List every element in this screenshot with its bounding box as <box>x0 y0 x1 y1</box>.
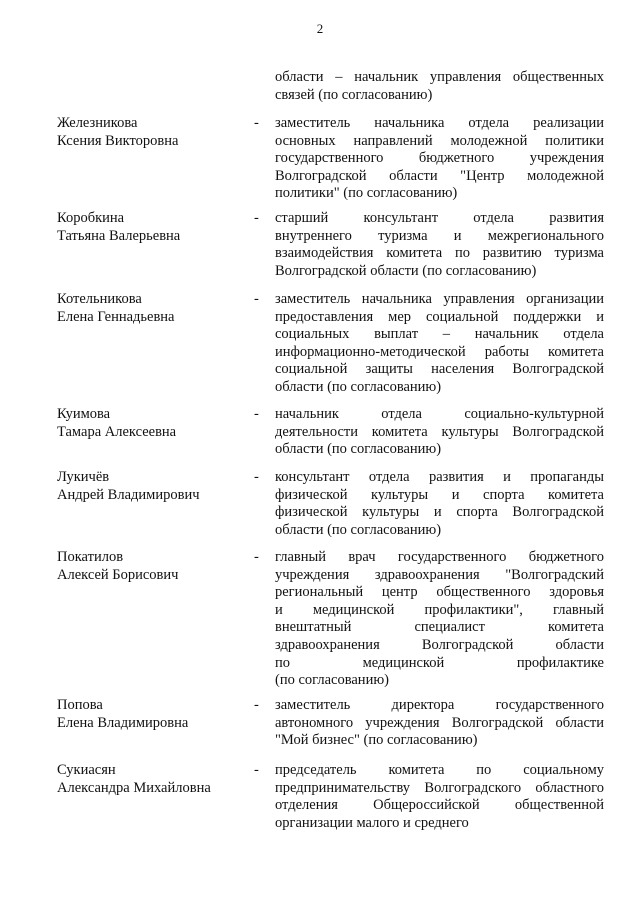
position-line: заместитель директора государственного <box>275 697 604 713</box>
member-surname: Коробкина <box>57 210 125 226</box>
position-line: предоставления мер социальной поддержки и <box>275 308 604 325</box>
member-position <box>275 115 604 203</box>
position-line: физической культуры и спорта Волгоградской <box>275 504 604 521</box>
position-line: старший консультант отдела развития <box>275 210 604 226</box>
member-given-names: Тамара Алексеевна <box>57 423 177 440</box>
member-surname: Куимова <box>57 406 111 422</box>
position-line: учреждения здравоохранения "Волгоградский <box>275 566 604 583</box>
position-line: политики" (по согласованию) <box>275 185 458 202</box>
member-surname: Покатилов <box>57 549 124 565</box>
position-line: автономного учреждения Волгоградской области <box>275 714 604 731</box>
position-line: начальник отдела социально-культурной <box>275 406 604 422</box>
position-line: консультант отдела развития и пропаганды <box>275 469 604 485</box>
position-line: здравоохранения Волгоградской области <box>275 636 604 653</box>
separator-dash: - <box>254 549 259 565</box>
member-position <box>275 210 604 280</box>
position-line: области (по согласованию) <box>275 521 442 538</box>
position-line: основных направлений молодежной политики <box>275 132 604 149</box>
member-given-names: Татьяна Валерьевна <box>57 227 181 244</box>
separator-dash: - <box>254 291 259 307</box>
member-given-names: Андрей Владимирович <box>57 486 200 503</box>
separator-dash: - <box>254 210 259 226</box>
position-line: отделения Общероссийской общественной <box>275 797 604 814</box>
separator-dash: - <box>254 115 259 131</box>
member-name <box>57 469 252 504</box>
separator-dash: - <box>254 406 259 422</box>
member-given-names: Елена Геннадьевна <box>57 308 175 325</box>
member-surname: Лукичёв <box>57 469 110 485</box>
position-line: государственного бюджетного учреждения <box>275 150 604 167</box>
separator-dash: - <box>254 762 259 778</box>
member-name <box>57 549 252 584</box>
position-line: деятельности комитета культуры Волгоградской <box>275 423 604 440</box>
page-number: 2 <box>316 21 324 36</box>
member-name <box>57 291 252 326</box>
member-name <box>57 115 252 150</box>
position-line: области (по согласованию) <box>275 378 442 395</box>
position-line: организации малого и среднего <box>275 814 469 831</box>
member-position <box>275 697 604 750</box>
continuation-line: области – начальник управления общественных <box>275 69 604 85</box>
position-line: взаимодействия комитета по развитию туризма <box>275 245 604 262</box>
member-surname: Попова <box>57 697 103 713</box>
member-surname: Котельникова <box>57 291 142 307</box>
member-position <box>275 406 604 459</box>
position-line: региональный центр общественного здоровья <box>275 584 604 601</box>
position-line: по медицинской профилактике <box>275 654 604 671</box>
position-line: председатель комитета по социальному <box>275 762 604 778</box>
position-line: информационно-методической работы комитета <box>275 343 604 360</box>
position-line: физической культуры и спорта комитета <box>275 486 604 503</box>
position-line: внутреннего туризма и межрегионального <box>275 227 604 244</box>
separator-dash: - <box>254 697 259 713</box>
position-line: внештатный специалист комитета <box>275 619 604 636</box>
position-line: "Мой бизнес" (по согласованию) <box>275 732 478 749</box>
position-line: предпринимательству Волгоградского областного <box>275 779 604 796</box>
member-position <box>275 762 604 832</box>
member-given-names: Александра Михайловна <box>57 779 211 796</box>
position-line: Волгоградской области (по согласованию) <box>275 262 537 279</box>
position-line: социальных выплат – начальник отдела <box>275 326 604 343</box>
separator-dash: - <box>254 469 259 485</box>
member-given-names: Ксения Викторовна <box>57 132 179 149</box>
member-name <box>57 406 252 441</box>
member-name <box>57 762 252 797</box>
continuation-text <box>275 69 604 104</box>
member-name <box>57 697 252 732</box>
member-position <box>275 549 604 690</box>
member-surname: Железникова <box>57 115 138 131</box>
position-line: области (по согласованию) <box>275 441 442 458</box>
position-line: Волгоградской области "Центр молодежной <box>275 167 604 184</box>
member-given-names: Елена Владимировна <box>57 714 189 731</box>
member-position <box>275 469 604 539</box>
position-line: и медицинской профилактики", главный <box>275 601 604 618</box>
position-line: главный врач государственного бюджетного <box>275 549 604 565</box>
member-surname: Сукиасян <box>57 762 116 778</box>
member-given-names: Алексей Борисович <box>57 566 179 583</box>
position-line: (по согласованию) <box>275 672 389 689</box>
member-position <box>275 291 604 397</box>
member-name <box>57 210 252 245</box>
position-line: заместитель начальника управления организации <box>275 291 604 307</box>
continuation-line: связей (по согласованию) <box>275 86 433 103</box>
position-line: заместитель начальника отдела реализации <box>275 115 604 131</box>
position-line: социальной защиты населения Волгоградской <box>275 361 604 378</box>
